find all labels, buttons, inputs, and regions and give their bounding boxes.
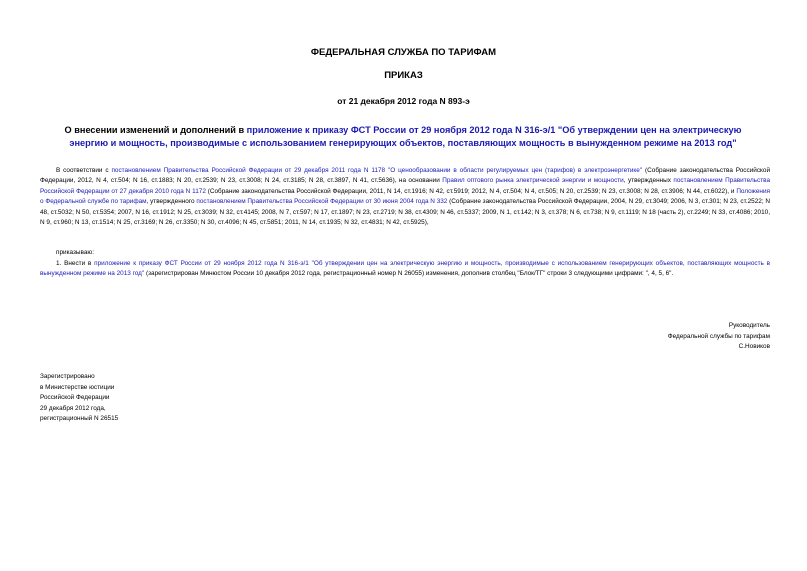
- preamble-link-1[interactable]: постановлением Правительства Российской Федерации от 29 декабря 2011 года N 1178 "О ценообразовании в области регулируемых цен (тарифов) в электроэнергетике": [111, 167, 643, 174]
- registration-block: [40, 372, 118, 425]
- registration-line-4: 29 декабря 2012 года,: [40, 404, 106, 412]
- document-subject: [48, 124, 758, 150]
- preamble-text-5: , утвержденного: [146, 198, 197, 206]
- preamble-link-5[interactable]: постановлением Правительства Российской Федерации от 30 июня 2004 года N 332: [196, 198, 448, 206]
- registration-line-2: в Министерстве юстиции: [40, 383, 115, 391]
- item-1-text-1: 1. Внести в: [56, 260, 95, 267]
- item-1-paragraph: [40, 259, 770, 280]
- item-1-link[interactable]: приложение к приказу ФСТ России от 29 ноября 2012 года N 316-э/1 "Об утверждении цен на электрическую энергию и мощность, производимые с использованием генерирующих объектов, поставляющих мощность в вынужденном режиме на 2013 год": [40, 260, 771, 278]
- registration-line-1: Зарегистрировано: [40, 373, 95, 380]
- registration-line-3: Российской Федерации: [40, 394, 110, 401]
- subject-link[interactable]: приложение к приказу ФСТ России от 29 ноября 2012 года N 316-э/1 "Об утверждении цен на электрическую энергию и мощность, производимые с использованием генерирующих объектов, поставляющих мощность в вынужденном режиме на 2013 год": [69, 125, 742, 148]
- preamble-link-3[interactable]: постановлением Правительства Российской Федерации от 27 декабря 2010 года N 1172: [40, 177, 771, 195]
- signature-position: Руководитель: [728, 322, 770, 329]
- subject-prefix: О внесении изменений и дополнений в: [64, 125, 247, 135]
- preamble-paragraph: [40, 166, 770, 228]
- document-date-number: от 21 декабря 2012 года N 893-э: [337, 96, 470, 106]
- document-type: ПРИКАЗ: [384, 70, 423, 81]
- preamble-text-3: , утвержденных: [623, 177, 674, 185]
- decree-word: приказываю:: [56, 249, 94, 256]
- preamble-text-6: (Собрание законодательства Российской Федерации, 2004, N 29, ст.3049; 2006, N 3, ст.301; N 23, ст.2522; N 48, ст.5032; N 50, ст.5354; 2007, N 16, ст.1912; N 25, ст.3039; N 32, ст.4145; 2008, N 7, ст.597; N 17, ст.1897; N 23, ст.2719; N 38, ст.4309; N 46, ст.5337; 2009, N 1, ст.142; N 3, ст.378; N 6, ст.738; N 9, ст.1119; N 18 (часть 2), ст.2249; N 33, ст.4086; 2010, N 9, ст.960; N 13, ст.1514; N 25, ст.3169; N 26, ст.3350; N 30, ст.4096; N 45, ст.5851; 2011, N 14, ст.1935; N 32, ст.4831; N 42, ст.5925),: [40, 198, 771, 227]
- preamble-link-2[interactable]: Правил оптового рынка электрической энергии и мощности: [442, 177, 624, 185]
- preamble-link-4[interactable]: Положения о Федеральной службе по тарифам: [40, 187, 770, 206]
- registration-line-5: регистрационный N 26515: [40, 415, 119, 422]
- signature-block: [668, 321, 770, 353]
- preamble-text-4: (Собрание законодательства Российской Федерации, 2011, N 14, ст.1916; N 42, ст.5919; 2012, N 4, ст.504; N 4, ст.505; N 20, ст.2539; N 23, ст.3008; N 28, ст.3906; N 44, ст.6022), и: [205, 187, 737, 195]
- signature-name: С.Новиков: [738, 343, 770, 350]
- agency-title: ФЕДЕРАЛЬНАЯ СЛУЖБА ПО ТАРИФАМ: [310, 47, 497, 58]
- item-1-text-2: (зарегистрирован Минюстом России 10 декабря 2012 года, регистрационный номер N 26055) изменения, дополнив столбец "Блок/ТГ" строки 3 следующими цифрами: ", 4, 5, 6".: [144, 270, 674, 278]
- preamble-text-2: (Собрание законодательства Российской Федерации, 2012, N 4, ст.504; N 16, ст.1883; N 20, ст.2539; N 23, ст.3008; N 24, ст.3185; N 28, ст.3897, N 41, ст.5636), на основании: [40, 167, 771, 185]
- preamble-text-1: В соответствии с: [56, 167, 112, 174]
- signature-organization: Федеральной службы по тарифам: [667, 332, 770, 340]
